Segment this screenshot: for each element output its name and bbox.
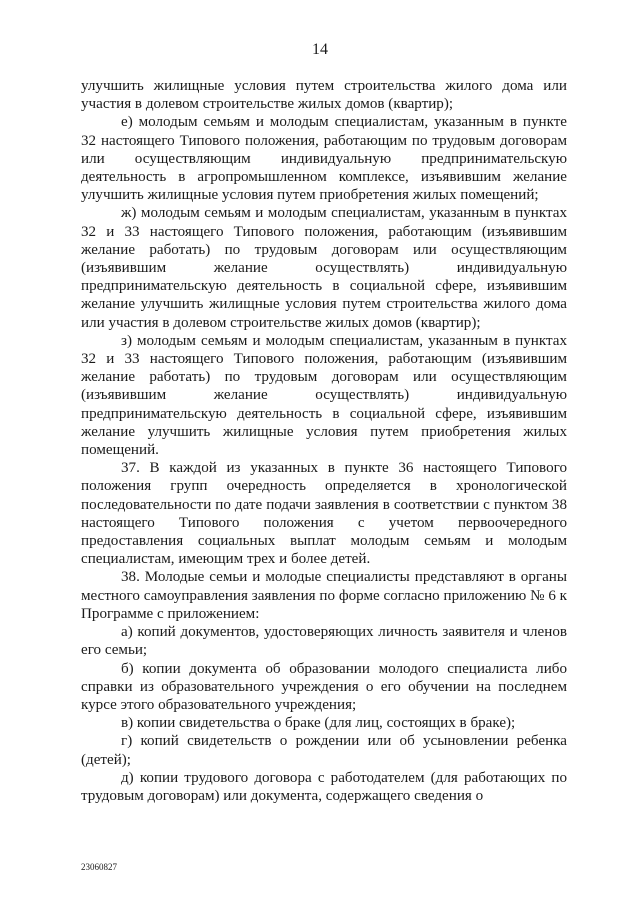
page-number: 14: [312, 41, 328, 58]
paragraph-item-g: г) копий свидетельств о рождении или об усыновлении ребенка (детей);: [81, 733, 567, 768]
paragraph-item-b: б) копии документа об образовании молодого специалиста либо справки из образовательного учреждения о его обучении на последнем курсе этого образовательного учреждения;: [81, 660, 567, 713]
paragraph-item-v: в) копии свидетельства о браке (для лиц, состоящих в браке);: [121, 715, 516, 732]
paragraph-item-a: а) копий документов, удостоверяющих личность заявителя и членов его семьи;: [81, 624, 567, 659]
paragraph-item-zh: ж) молодым семьям и молодым специалистам, указанным в пунктах 32 и 33 настоящего Типового положения, работающим (изъявившим желание работать) по трудовым договорам или осуществляющим (изъявившим желание осуществлять) индивидуальную предпринимательскую деятельность в социальной сфере, изъявившим желание улучшить жилищные условия путем строительства жилого дома или участия в долевом строительстве жилых домов (квартир);: [81, 205, 567, 331]
document-body: [81, 77, 567, 805]
paragraph-continuation: улучшить жилищные условия путем строительства жилого дома или участия в долевом строительстве жилых домов (квартир);: [81, 78, 567, 113]
paragraph-item-e: е) молодым семьям и молодым специалистам, указанным в пункте 32 настоящего Типового положения, работающим по трудовым договорам или осуществляющим индивидуальную предпринимательскую деятельность в агропромышленном комплексе, изъявившим желание улучшить жилищные условия путем приобретения жилых помещений;: [81, 114, 567, 204]
paragraph-item-d: д) копии трудового договора с работодателем (для работающих по трудовым договорам) или документа, содержащего сведения о: [81, 769, 567, 804]
paragraph-clause-37: 37. В каждой из указанных в пункте 36 настоящего Типового положения групп очередность определяется в хронологической последовательности по дате подачи заявления в соответствии с пунктом 38 настоящего Типового положения с учетом первоочередного предоставления социальных выплат молодым семьям и молодым специалистам, имеющим трех и более детей.: [81, 460, 567, 568]
document-code: 23060827: [81, 862, 117, 872]
paragraph-clause-38: 38. Молодые семьи и молодые специалисты представляют в органы местного самоуправления заявления по форме согласно приложению № 6 к Программе с приложением:: [81, 569, 567, 622]
paragraph-item-z: з) молодым семьям и молодым специалистам, указанным в пунктах 32 и 33 настоящего Типового положения, работающим (изъявившим желание работать) по трудовым договорам или осуществляющим (изъявившим желание осуществлять) индивидуальную предпринимательскую деятельность в социальной сфере, изъявившим желание улучшить жилищные условия путем приобретения жилых помещений.: [81, 332, 567, 459]
